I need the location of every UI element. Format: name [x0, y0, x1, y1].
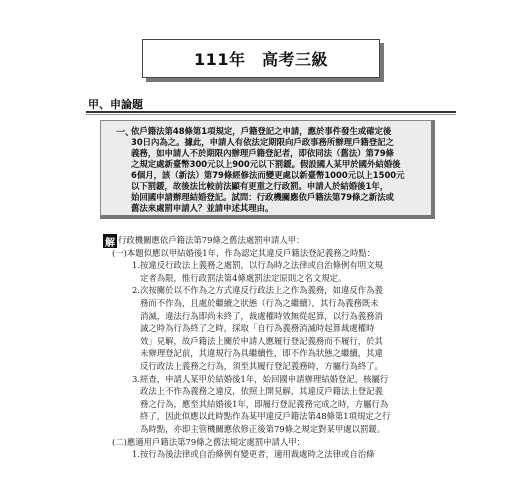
question-line: 之規定處新臺幣300元以上900元以下罰鍰。假設國人某甲於國外結婚後: [131, 159, 401, 169]
section-divider-thin: [86, 114, 456, 115]
section-heading: 甲、申論題: [88, 98, 143, 111]
question-line: 依戶籍法第48條第1項規定，戶籍登記之申請，應於事件發生或確定後: [131, 126, 392, 136]
question-number: 一、: [116, 128, 135, 138]
answer-line: 終了，因此似應以此時點作為某甲違反戶籍法第48條第1項規定之行: [140, 411, 391, 422]
question-line: 義務，如申請人不於期限內辦理戶籍登記者，即依同法（舊法）第79條: [131, 148, 394, 158]
answer-line: 消滅，違法行為即尚未終了，裁處權時效無從起算，以行為義務消: [140, 310, 383, 321]
answer-line: 務而不作為，且處於繼續之狀態（行為之繼續），其行為義務既未: [140, 298, 379, 308]
answer-line: (二)應適用戶籍法第79條之舊法規定處罰申請人甲：: [112, 436, 306, 447]
section-divider: [86, 111, 456, 113]
page-title: 111年 高考三級: [194, 50, 328, 69]
answer-line: 3.經查，申請人某甲於結婚後1年，始回國申請辦理結婚登記，核屬行: [132, 373, 389, 384]
answer-line: 務之行為，應至其結婚後1年，即履行登記義務完成之時，方屬行為: [140, 398, 389, 409]
question-line: 舊法來處罰申請人？並請申述其理由。: [131, 203, 274, 213]
answer-line: 未辦理登記前，其違規行為具繼續性，即不作為狀態之繼續，其違: [140, 348, 383, 359]
answer-line: 1.按違反行政法上義務之處罰，以行為時之法律或自治條例有明文規: [132, 260, 383, 271]
question-line: 以下罰鍰，故後法比較前法顯有更重之行政罰。申請人於結婚後1年，: [131, 181, 389, 191]
answer-line: 2.次按關於以不作為之方式違反行政法上之作為義務，如違反作為義: [132, 285, 383, 296]
question-line: 始回國申請辦理結婚登記。試問：行政機關應依戶籍法第79條之新法或: [131, 192, 394, 202]
answer-line: 反行政法上義務之行為，須至其履行登記義務時，方屬行為終了。: [140, 361, 383, 371]
answer-badge: 解: [103, 234, 117, 248]
question-line: 30日內為之。據此，申請人有依法定期限向戶政事務所辦理戶籍登記之: [131, 137, 394, 147]
answer-line: 行政機關應依戶籍法第79條之舊法處罰申請人甲：: [118, 235, 305, 245]
answer-line: 政法上不作為義務之違反，依照上開見解，其違反戶籍法上登記義: [140, 386, 383, 397]
title-box: [142, 39, 380, 78]
answer-line: 效」見解，故戶籍法上關於申請人應履行登記義務而不履行，於其: [140, 335, 383, 346]
answer-line: 定者為限，惟行政罰法第4條處罰法定原則之名文規定。: [140, 272, 347, 283]
answer-line: (一)本題似應以甲結婚後1年，作為認定其違反戶籍法登記義務之時點：: [112, 247, 376, 258]
answer-line: 滅之時為行為終了之時，採取「自行為義務消滅時起算裁處權時: [140, 323, 375, 334]
question-line: 6個月，該（新法）第79條經修法而變更處以新臺幣1000元以上1500元: [131, 170, 405, 180]
answer-line: 為時點，亦即主管機關應依修正後第79條之規定對某甲處以罰鍰。: [140, 424, 386, 434]
answer-line: 1.按行為後法律或自治條例有變更者，適用裁處時之法律或自治條: [132, 449, 375, 460]
